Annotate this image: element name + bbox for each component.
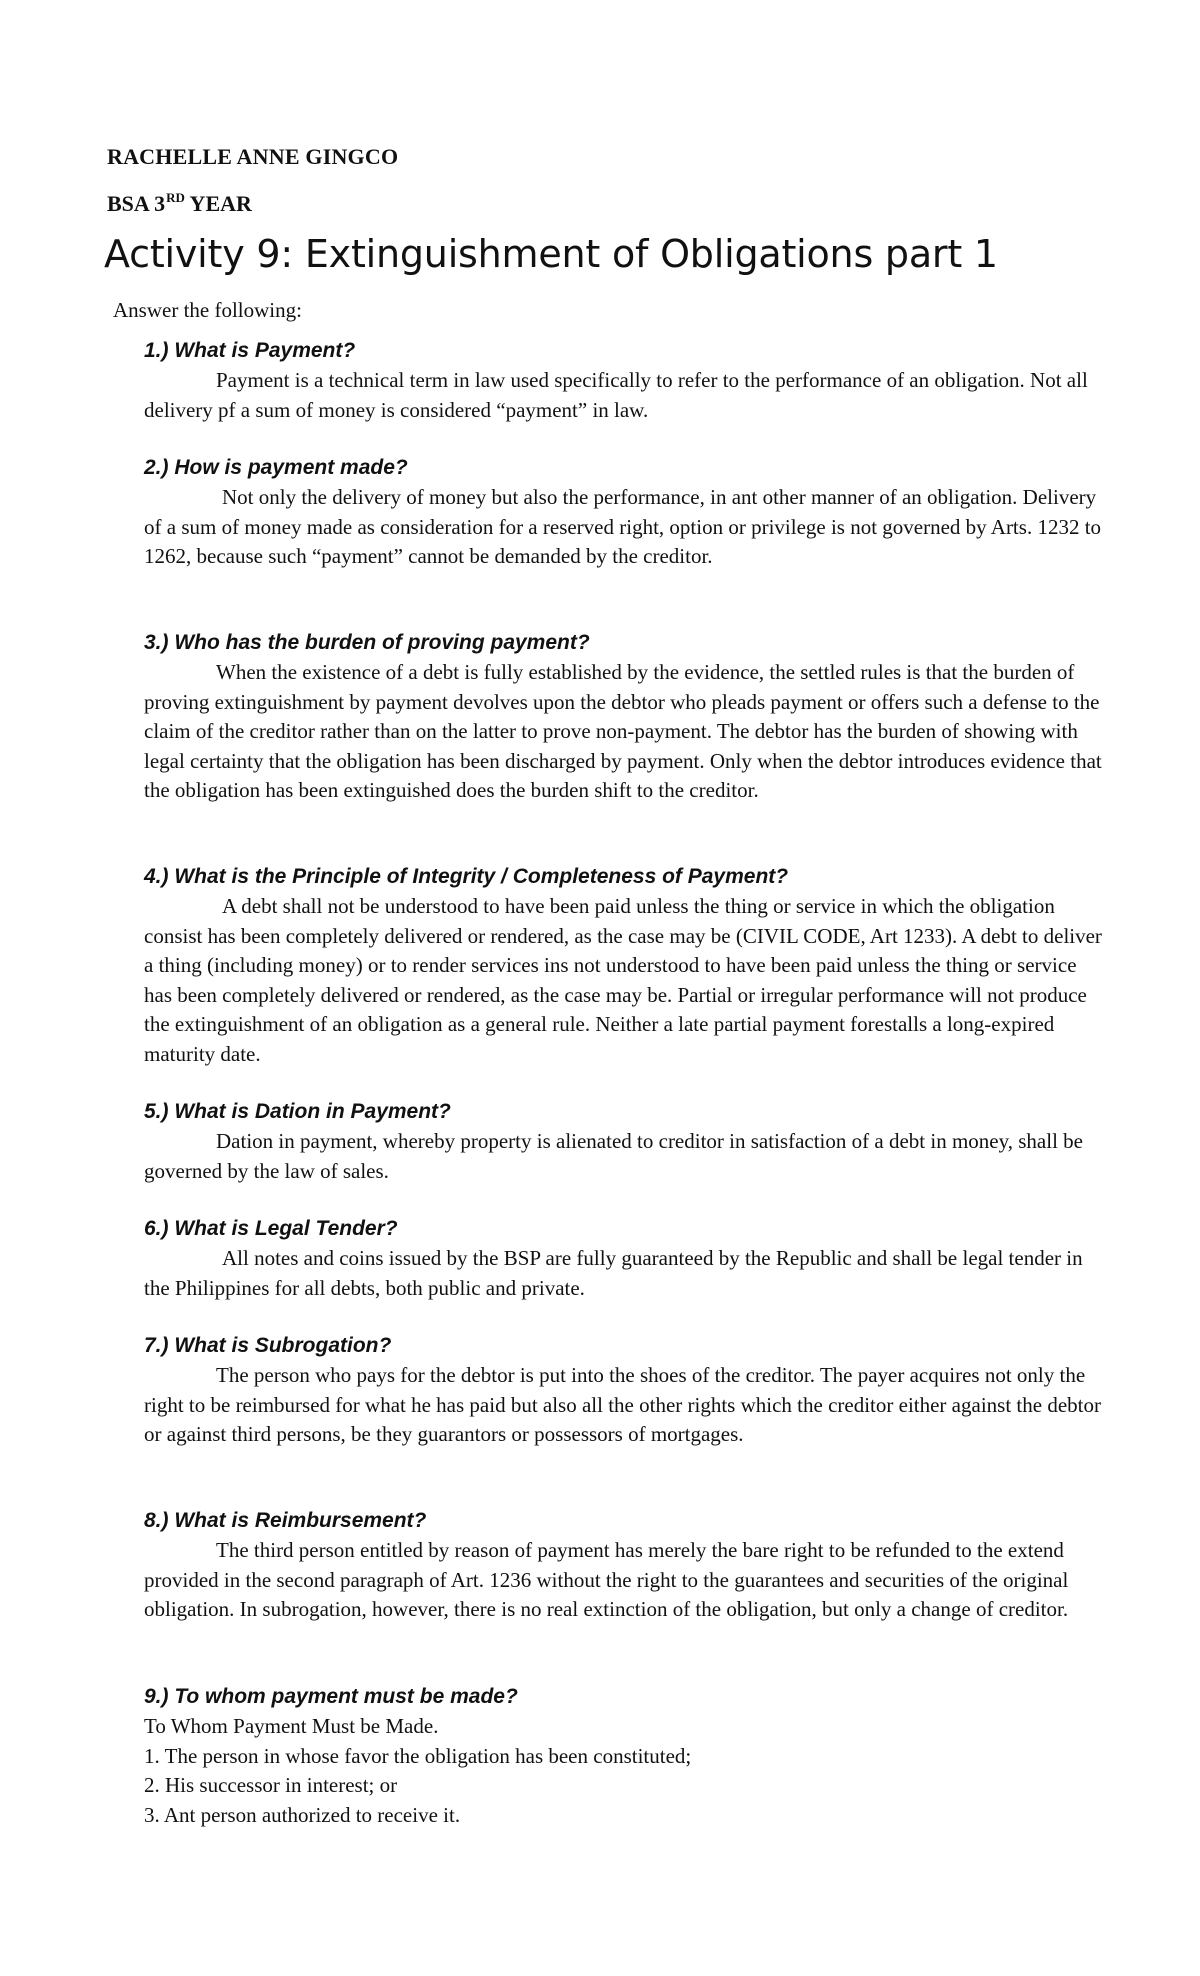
- course-year: [107, 190, 252, 217]
- question-heading: 4.) What is the Principle of Integrity / Completeness of Payment?: [144, 865, 789, 888]
- question-heading: 2.) How is payment made?: [144, 456, 408, 479]
- question-heading: 8.) What is Reimbursement?: [144, 1509, 427, 1532]
- answer-text: The person who pays for the debtor is put into the shoes of the creditor. The payer acquires not only the right to be reimbursed for what he has paid but also all the other rights which the creditor either against the debtor or against third persons, be they guarantors or possessors of mortgages.: [144, 1363, 1101, 1447]
- answer-text: All notes and coins issued by the BSP are fully guaranteed by the Republic and shall be legal tender in the Philippines for all debts, both public and private.: [144, 1246, 1083, 1300]
- question-heading: 1.) What is Payment?: [144, 339, 356, 362]
- instruction-text: Answer the following:: [113, 298, 302, 322]
- course-suffix: YEAR: [184, 191, 252, 216]
- course-superscript: RD: [166, 190, 185, 205]
- answer-text: A debt shall not be understood to have been paid unless the thing or service in which the obligation consist has been completely delivered or rendered, as the case may be (CIVIL CODE, Art 1233). A debt to deliver a thing (including money) or to render services ins not understood to have been paid unless the thing or service has been completely delivered or rendered, as the case may be. Partial or irregular performance will not produce the extinguishment of an obligation as a general rule. Neither a late partial payment forestalls a long-expired maturity date.: [144, 894, 1102, 1066]
- answer-text: The third person entitled by reason of payment has merely the bare right to be refunded to the extend provided in the second paragraph of Art. 1236 without the right to the guarantees and securities of the original obligation. In subrogation, however, there is no real extinction of the obligation, but only a change of creditor.: [144, 1538, 1069, 1622]
- answer-text: Payment is a technical term in law used specifically to refer to the performance of an obligation. Not all delivery pf a sum of money is considered “payment” in law.: [144, 368, 1088, 422]
- answer-text: Not only the delivery of money but also the performance, in ant other manner of an obligation. Delivery of a sum of money made as consideration for a reserved right, option or privilege is not governed by Arts. 1232 to 1262, because such “payment” cannot be demanded by the creditor.: [144, 485, 1102, 569]
- question-heading: 5.) What is Dation in Payment?: [144, 1100, 451, 1123]
- question-heading: 6.) What is Legal Tender?: [144, 1217, 398, 1240]
- question-block-8: [144, 1506, 1104, 1625]
- answer-text: When the existence of a debt is fully established by the evidence, the settled rules is that the burden of proving extinguishment by payment devolves upon the debtor who pleads payment or offers such a defense to the claim of the creditor rather than on the latter to prove non-payment. The debtor has the burden of showing with legal certainty that the obligation has been discharged by payment. Only when the debtor introduces evidence that the obligation has been extinguished does the burden shift to the creditor.: [144, 660, 1102, 803]
- question-block-4: [144, 862, 1104, 1070]
- list-item: 1. The person in whose favor the obligation has been constituted;: [144, 1743, 692, 1768]
- answer-text: Dation in payment, whereby property is alienated to creditor in satisfaction of a debt in money, shall be governed by the law of sales.: [144, 1129, 1083, 1183]
- question-block-3: [144, 628, 1104, 806]
- question-block-6: [144, 1214, 1104, 1303]
- question-heading: 7.) What is Subrogation?: [144, 1334, 392, 1357]
- question-heading: 3.) Who has the burden of proving payment?: [144, 631, 590, 654]
- question-heading: 9.) To whom payment must be made?: [144, 1685, 518, 1708]
- question-block-5: [144, 1097, 1104, 1186]
- page-title: Activity 9: Extinguishment of Obligations part 1: [104, 232, 998, 276]
- course-prefix: BSA 3: [107, 191, 166, 216]
- list-item: 2. His successor in interest; or: [144, 1773, 398, 1797]
- payee-list: [144, 1712, 1104, 1830]
- author-name: RACHELLE ANNE GINGCO: [107, 144, 399, 169]
- question-block-2: [144, 453, 1104, 572]
- question-block-1: [144, 336, 1104, 425]
- list-item: To Whom Payment Must be Made.: [144, 1714, 439, 1738]
- list-item: 3. Ant person authorized to receive it.: [144, 1802, 461, 1827]
- question-block-9: [144, 1682, 1104, 1830]
- question-block-7: [144, 1331, 1104, 1450]
